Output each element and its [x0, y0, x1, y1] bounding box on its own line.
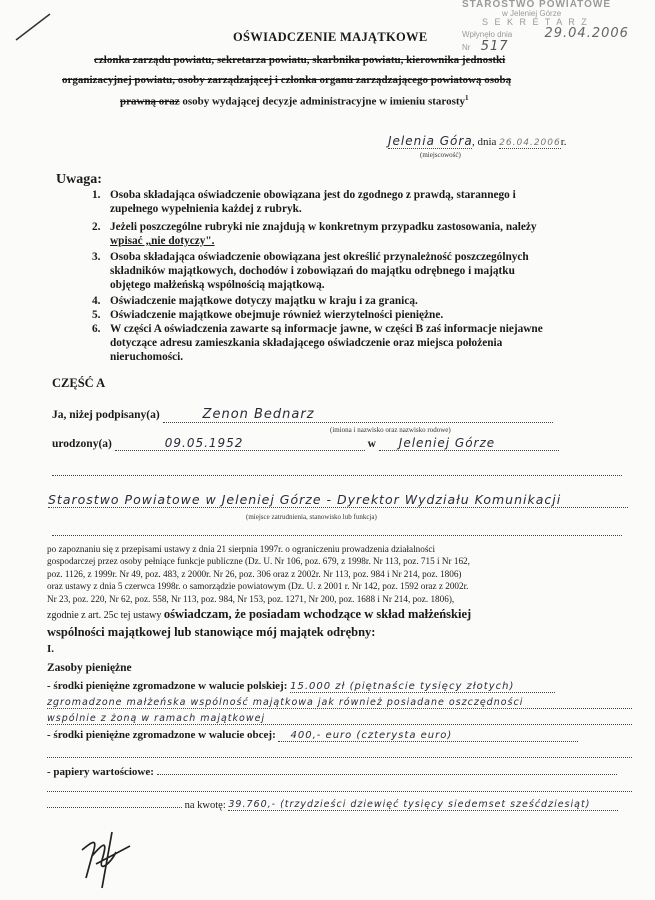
uwaga-item-4	[92, 294, 630, 308]
kwote-leader	[47, 798, 182, 808]
date-suffix: r.	[560, 136, 567, 148]
born-date-field: 09.05.1952	[115, 436, 365, 451]
born-row	[52, 436, 559, 451]
subtitle-line-1: członka zarządu powiatu, sekretarza powiatu, skarbnika powiatu, kierownika jednostki	[94, 54, 506, 66]
stamp-line-1: STAROSTWO POWIATOWE	[462, 0, 611, 10]
place-caption: (miejscowość)	[420, 151, 461, 159]
czesc-a-heading: CZĘŚĆ A	[52, 376, 106, 390]
stamp-number: 517	[480, 39, 509, 54]
subtitle-line-2: organizacyjnej powiatu, osoby zarządzającej i członka organu zarządzającego powiatową osobą	[62, 74, 512, 86]
name-caption: (imiona i nazwisko oraz nazwisko rodowe)	[330, 426, 451, 434]
legal-line-4: oraz ustawy z dnia 5 czerwca 1998r. o samorządzie powiatowym (Dz. U. z 2001 r. Nr 142, poz. 1592 oraz z 2002r.	[47, 581, 469, 592]
legal-line-3: poz. 1126, z 1999r. Nr 49, poz. 483, z 2000r. Nr 26, poz. 306 oraz z 2002r. Nr 113, poz. 984 i Nr 214, poz. 1806)	[47, 568, 462, 579]
workplace-field: Starostwo Powiatowe w Jeleniej Górze - Dyrektor Wydziału Komunikacji	[48, 492, 628, 508]
uwaga-num-1: 1.	[92, 189, 101, 201]
name-field: Zenon Bednarz	[163, 407, 553, 423]
papiery-value-line	[157, 764, 617, 775]
uwaga-item-5-line-1: Oświadczenie majątkowe obejmuje również wierzytelności pieniężne.	[110, 309, 444, 321]
uwaga-item-5	[92, 308, 630, 322]
date-handwritten: 26.04.2006	[499, 138, 561, 148]
stamp-date: 29.04.2006	[544, 26, 629, 41]
uwaga-item-1	[92, 188, 630, 216]
stamp-line-2: w Jeleniej Górze	[502, 9, 562, 18]
corner-scribble	[14, 10, 54, 42]
uwaga-num-3: 3.	[92, 251, 101, 263]
footnote-mark: 1	[465, 94, 469, 102]
subtitle-rest: osoby wydającej decyzje administracyjne w imieniu starosty	[182, 95, 466, 108]
blank-line-3	[47, 756, 632, 758]
workplace-caption: (miejsce zatrudnienia, stanowisko lub funkcja)	[246, 513, 377, 521]
kwote-label: na kwotę:	[184, 800, 226, 811]
born-place-field: Jeleniej Górze	[379, 436, 559, 451]
uwaga-item-6-line-2: dotyczące adresu zamieszkania składającego oświadczenie oraz miejsca położenia	[110, 337, 503, 349]
place-handwritten: Jelenia Góra	[388, 134, 473, 148]
oswiadczam-text: oświadczam, że posiadam wchodzące w skład małżeńskiej	[163, 607, 472, 621]
papiery-row	[47, 764, 617, 778]
kwote-value: 39.760,- (trzydzieści dziewięć tysięcy siedemset sześćdziesiąt)	[228, 799, 618, 811]
uwaga-item-1-line-1: Osoba składająca oświadczenie obowiązana jest do zgodnego z prawdą, starannego i	[110, 189, 516, 201]
uwaga-num-6: 6.	[92, 323, 101, 335]
roman-numeral: I.	[47, 643, 55, 655]
uwaga-item-3-line-1: Osoba składająca oświadczenie obowiązana jest określić przynależność poszczególnych	[110, 251, 529, 263]
dnia-label: , dnia	[472, 136, 497, 148]
blank-line-1	[52, 474, 622, 476]
uwaga-item-2-line-1: Jeżeli poszczególne rubryki nie znajdują w konkretnym przypadku zastosowania, należy	[110, 221, 537, 233]
uwaga-item-6-line-1: W części A oświadczenia zawarte są informacje jawne, w części B zaś informacje niejawne	[110, 323, 543, 335]
uwaga-item-4-line-1: Oświadczenie majątkowe dotyczy majątku w kraju i za granicą.	[110, 295, 418, 307]
pln-row	[47, 680, 555, 693]
oswiadczam-line-2: wspólności majątkowej lub stanowiące mój majątek odrębny:	[47, 625, 376, 639]
uwaga-item-3	[92, 250, 630, 292]
stamp-line-3: S E K R E T A R Z	[482, 17, 589, 27]
uwaga-item-1-line-2: zupełnego wypełnienia każdej z rubryk.	[110, 203, 302, 215]
page-title: OŚWIADCZENIE MAJĄTKOWE	[233, 30, 428, 44]
pln-label: - środki pieniężne zgromadzone w walucie polskiej:	[47, 680, 288, 692]
place-date-row	[388, 134, 567, 149]
uwaga-item-6	[92, 322, 630, 364]
blank-line-2	[52, 534, 622, 536]
uwaga-item-6-line-3: nieruchomości.	[110, 351, 184, 363]
legal-line-1: po zapoznaniu się z przepisami ustawy z dnia 21 sierpnia 1997r. o ograniczeniu prowadzenia działalności	[47, 544, 436, 554]
subtitle-strike-part: prawną oraz	[120, 95, 180, 108]
ja-label: Ja, niżej podpisany(a)	[52, 409, 160, 421]
zgodnie-text: zgodnie z art. 25c tej ustawy	[47, 610, 162, 621]
papiery-label: - papiery wartościowe:	[47, 766, 154, 778]
uwaga-num-4: 4.	[92, 295, 101, 307]
pln-continuation-2: wspólnie z żoną w ramach majątkowej	[47, 713, 632, 725]
zgodnie-row	[47, 607, 471, 622]
pln-continuation-1: zgromadzone małżeńska wspólność majątkowa jak również posiadane oszczędności	[47, 697, 632, 709]
blank-line-4	[47, 790, 632, 792]
uwaga-num-5: 5.	[92, 309, 101, 321]
stamp-line-5: Nr 517	[462, 39, 509, 54]
uwaga-item-2	[92, 220, 630, 248]
w-label: w	[367, 438, 376, 450]
legal-line-2: gospodarczej przez osoby pełniące funkcje publiczne (Dz. U. Nr 106, poz. 679, z 1998r. Nr 113, poz. 715 i Nr 162,	[47, 556, 470, 567]
registry-stamp	[462, 0, 652, 52]
foreign-row	[47, 729, 578, 742]
uwaga-heading: Uwaga:	[56, 172, 102, 187]
kwote-row	[47, 798, 618, 811]
born-label: urodzony(a)	[52, 438, 112, 450]
pln-value: 15.000 zł (piętnaście tysięcy złotych)	[290, 681, 555, 693]
legal-line-5: Nr 23, poz. 220, Nr 62, poz. 558, Nr 113, poz. 984, Nr 153, poz. 1271, Nr 200, poz. 1688 i Nr 214, poz. 1806),	[47, 593, 455, 604]
zasoby-heading: Zasoby pieniężne	[47, 662, 132, 674]
foreign-value: 400,- euro (czterysta euro)	[278, 730, 578, 742]
foreign-label: - środki pieniężne zgromadzone w walucie obcej:	[47, 729, 276, 741]
ja-row	[52, 407, 553, 423]
initials-signature	[72, 812, 142, 892]
subtitle-line-3	[120, 94, 469, 108]
uwaga-item-3-line-3: objętego małżeńską wspólnością majątkową.	[110, 279, 325, 291]
stamp-line-4: Wpłynęło dnia 29.04.2006	[462, 26, 629, 41]
uwaga-item-3-line-2: składników majątkowych, dochodów i zobowiązań do majątku odrębnego i majątku	[110, 265, 515, 277]
legal-text	[47, 543, 637, 605]
uwaga-num-2: 2.	[92, 221, 101, 233]
uwaga-item-2-line-2: wpisać „nie dotyczy".	[110, 235, 215, 247]
